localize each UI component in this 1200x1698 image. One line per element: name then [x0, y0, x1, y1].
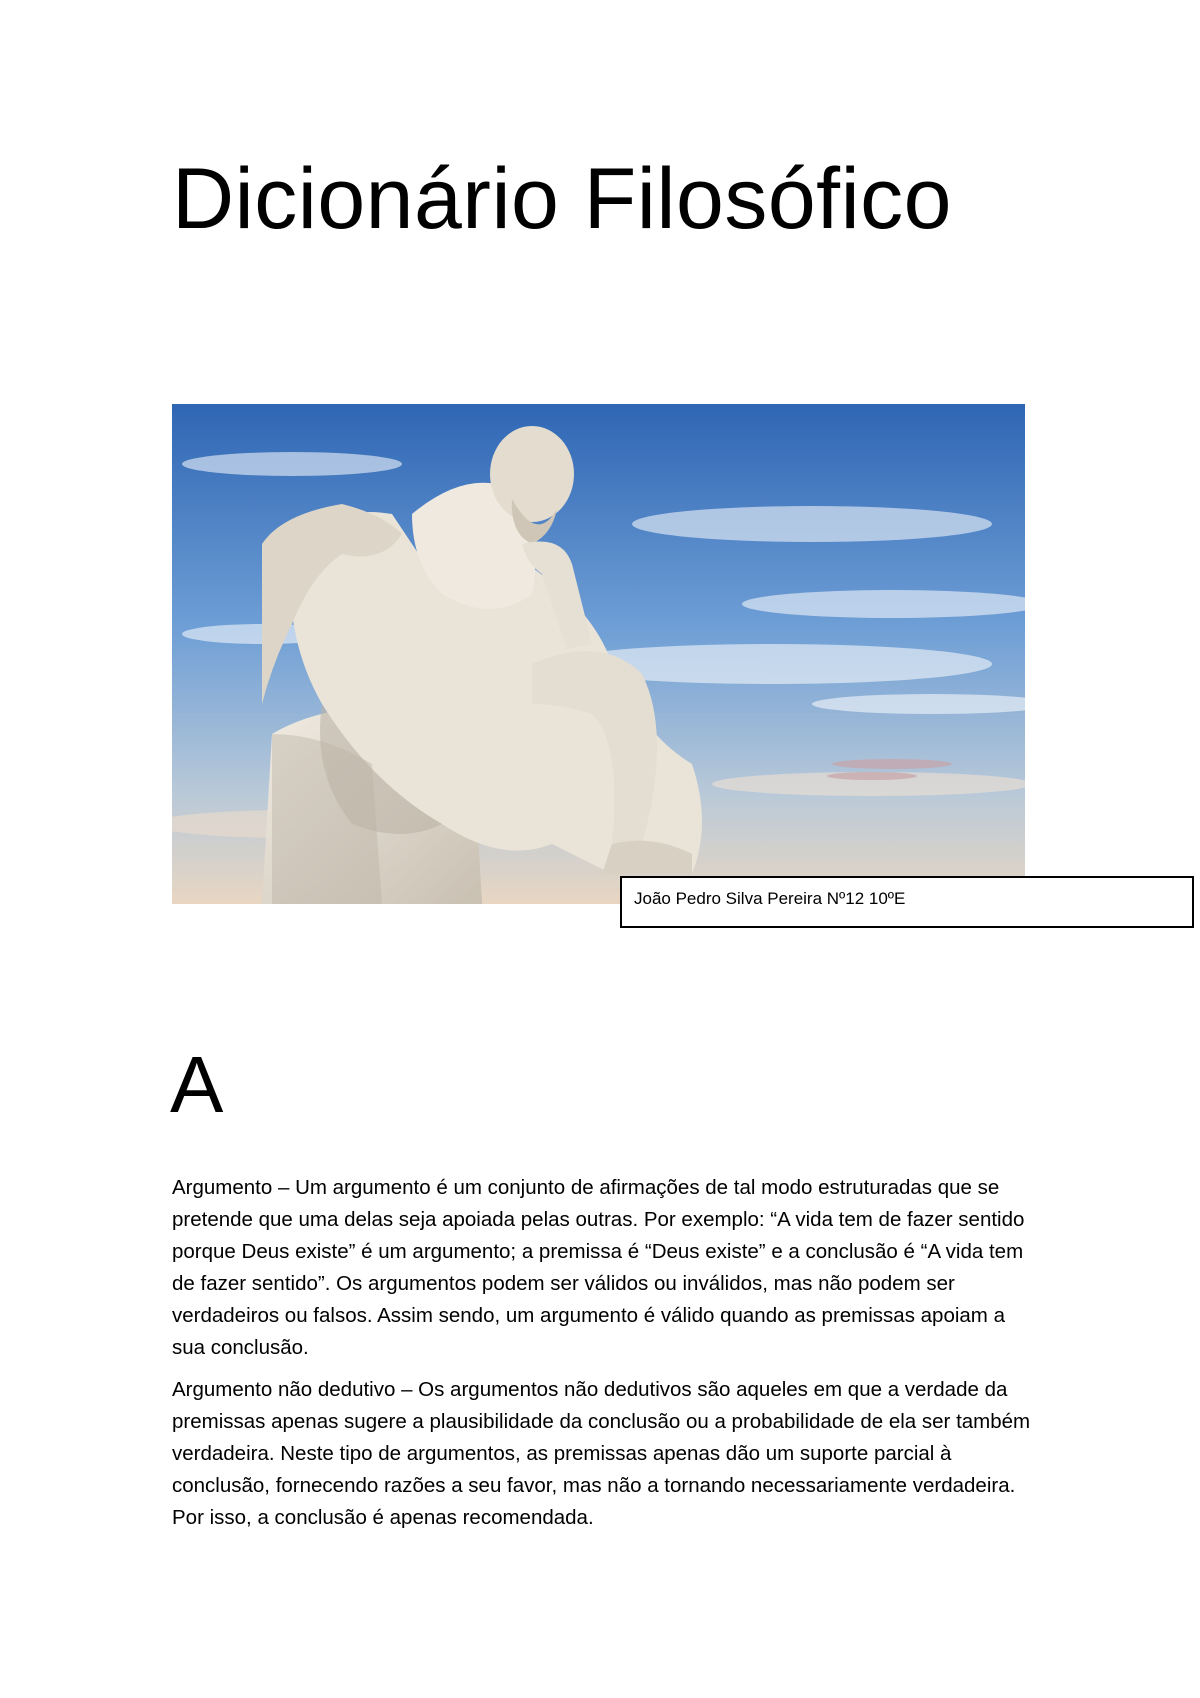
section-letter: A [170, 1040, 224, 1129]
author-text-box [620, 876, 1194, 928]
cover-image [172, 404, 1025, 904]
dictionary-entries [172, 1172, 1032, 1544]
entry-argumento: Argumento – Um argumento é um conjunto de afirmações de tal modo estruturadas que se pretende que uma delas seja apoiada pelas outras. Por exemplo: “A vida tem de fazer sentido porque Deus existe” é um argumento; a premissa é “Deus existe” e a conclusão é “A vida tem de fazer sentido”. Os argumentos podem ser válidos ou inválidos, mas não podem ser verdadeiros ou falsos. Assim sendo, um argumento é válido quando as premissas apoiam a sua conclusão. [172, 1176, 1025, 1359]
statue-image [172, 404, 1025, 904]
author-line: João Pedro Silva Pereira Nº12 10ºE [634, 889, 906, 908]
page-title: Dicionário Filosófico [172, 151, 953, 247]
entry-argumento-nao-dedutivo: Argumento não dedutivo – Os argumentos não dedutivos são aqueles em que a verdade da premissas apenas sugere a plausibilidade da conclusão ou a probabilidade de ela ser também verdadeira. Neste tipo de argumentos, as premissas apenas dão um suporte parcial à conclusão, fornecendo razões a seu favor, mas não a tornando necessariamente verdadeira. Por isso, a conclusão é apenas recomendada. [172, 1378, 1031, 1529]
